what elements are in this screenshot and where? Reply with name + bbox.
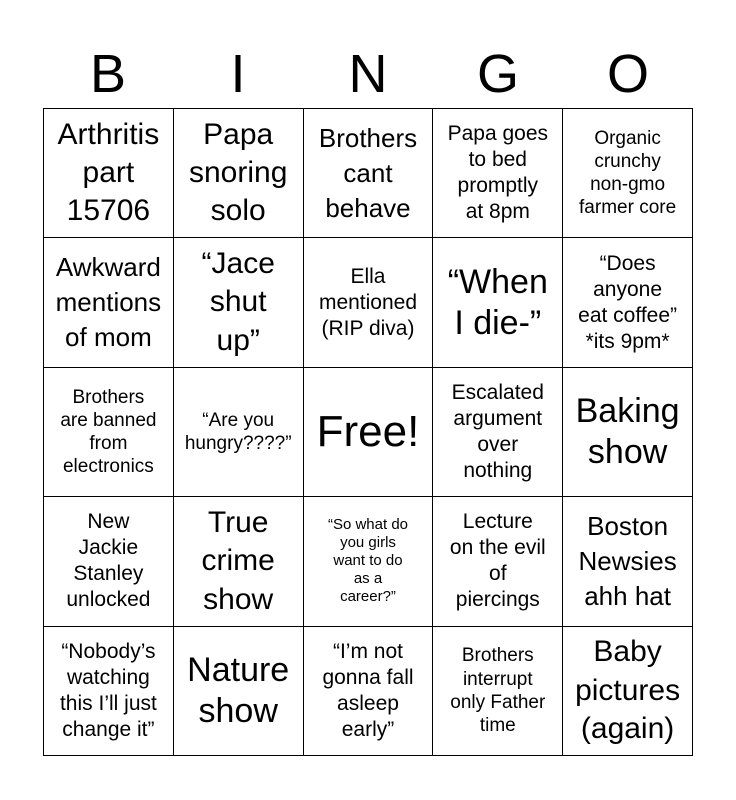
bingo-cell-r2c3[interactable] (304, 238, 434, 367)
bingo-cell-text: True crime show (201, 505, 275, 616)
bingo-cell-text: Arthritis part 15706 (57, 117, 160, 228)
bingo-cell-text: Organic crunchy non-gmo farmer core (579, 127, 677, 219)
bingo-cell-r2c2[interactable] (174, 238, 304, 367)
bingo-cell-r3c4[interactable] (433, 368, 563, 497)
bingo-cell-r5c5[interactable] (563, 627, 693, 756)
bingo-cell-r4c3[interactable] (304, 497, 434, 626)
bingo-cell-r5c3[interactable] (304, 627, 434, 756)
bingo-cell-text: Nature show (187, 650, 290, 730)
bingo-cell-free-space[interactable] (304, 368, 434, 497)
bingo-cell-text: “Are you hungry????” (184, 409, 292, 454)
bingo-cell-text: “Nobody’s watching this I’ll just change it” (59, 639, 157, 741)
bingo-cell-r4c4[interactable] (433, 497, 563, 626)
bingo-cell-r3c1[interactable] (44, 368, 174, 497)
bingo-cell-text: Brothers interrupt only Father time (450, 645, 546, 736)
bingo-cell-r1c2[interactable] (174, 109, 304, 238)
header-letter-o: O (606, 44, 649, 104)
bingo-cell-r1c1[interactable] (44, 109, 174, 238)
bingo-cell-text: “Jace shut up” (201, 247, 275, 357)
bingo-cell-text: Lecture on the evil of piercings (449, 510, 546, 612)
bingo-cell-r2c4[interactable] (433, 238, 563, 367)
header-letter-b: B (89, 44, 127, 104)
bingo-cell-text: Brothers cant behave (318, 122, 418, 223)
header-letter-i: I (230, 44, 246, 104)
bingo-board (43, 108, 693, 756)
bingo-cell-r4c1[interactable] (44, 497, 174, 626)
bingo-cell-r5c2[interactable] (174, 627, 304, 756)
header-letter-n: N (348, 44, 388, 104)
bingo-cell-r2c5[interactable] (563, 238, 693, 367)
bingo-cell-text: Papa goes to bed promptly at 8pm (447, 122, 548, 224)
bingo-cell-text: Awkward mentions of mom (55, 252, 162, 352)
bingo-cell-text: Papa snoring solo (188, 117, 288, 228)
bingo-cell-text: “When I die-” (447, 262, 548, 342)
bingo-cell-text: Free! (316, 406, 420, 456)
bingo-cell-text: “So what do you girls want to do as a career?” (327, 516, 409, 606)
bingo-cell-r5c4[interactable] (433, 627, 563, 756)
bingo-cell-text: Brothers are banned from electronics (60, 386, 157, 478)
bingo-cell-r4c5[interactable] (563, 497, 693, 626)
bingo-cell-r1c4[interactable] (433, 109, 563, 238)
bingo-header (43, 40, 693, 108)
bingo-cell-r5c1[interactable] (44, 627, 174, 756)
bingo-cell-text: “I’m not gonna fall asleep early” (322, 639, 414, 741)
bingo-cell-r1c5[interactable] (563, 109, 693, 238)
bingo-cell-text: Baby pictures (again) (575, 635, 681, 745)
bingo-cell-text: New Jackie Stanley unlocked (66, 510, 151, 612)
bingo-cell-text: Baking show (575, 392, 680, 471)
header-letter-g: G (476, 44, 519, 104)
bingo-cell-r4c2[interactable] (174, 497, 304, 626)
bingo-cell-r3c2[interactable] (174, 368, 304, 497)
bingo-cell-text: Escalated argument over nothing (451, 380, 544, 483)
bingo-cell-text: “Does anyone eat coffee” *its 9pm* (578, 251, 678, 353)
bingo-cell-r3c5[interactable] (563, 368, 693, 497)
bingo-cell-text: Ella mentioned (RIP diva) (318, 264, 418, 340)
bingo-cell-text: Boston Newsies ahh hat (578, 511, 677, 611)
bingo-cell-r2c1[interactable] (44, 238, 174, 367)
bingo-cell-r1c3[interactable] (304, 109, 434, 238)
